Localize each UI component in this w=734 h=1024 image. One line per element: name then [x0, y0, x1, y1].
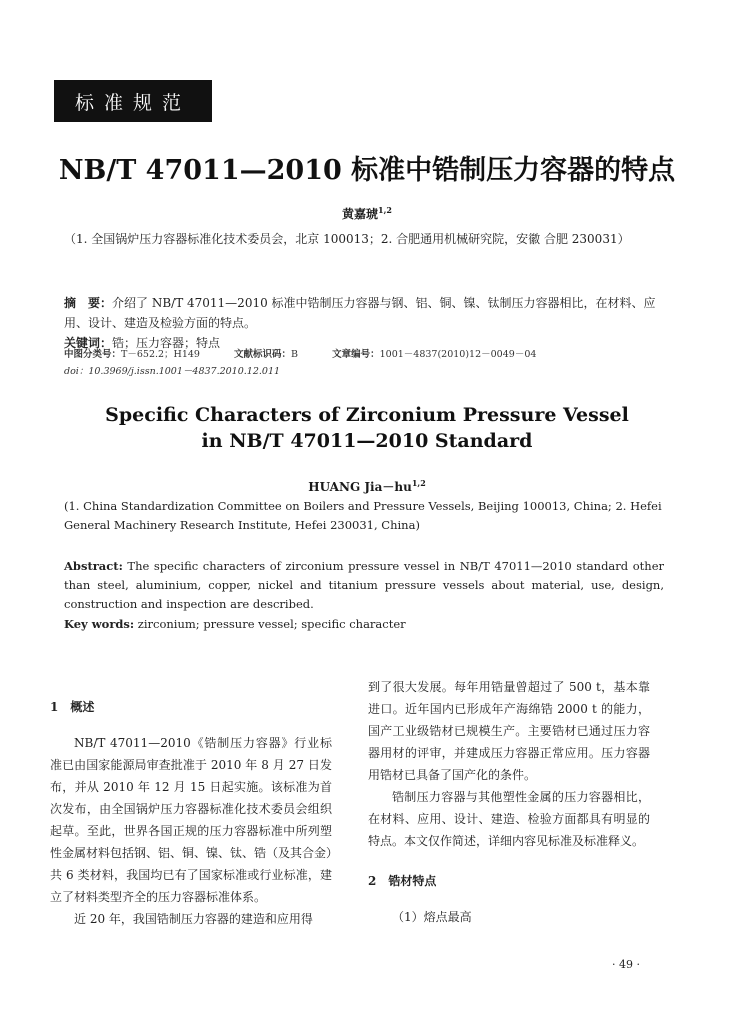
doc-code-value: B: [291, 349, 299, 360]
title-en-line2: in NB/T 47011—2010 Standard: [201, 430, 533, 452]
left-para-1: NB/T 47011—2010《锆制压力容器》行业标准已由国家能源局审查批准于 2010 年 8 月 27 日发布，并从 2010 年 12 月 15 日起实施。该标准为首次发布，由全国锅炉压力容器标准化技术委员会组织起草。至此，世界各国正规的压力容器标准中所列塑性金属材料包括钢、铝、铜、镍、钛、锆（及其合金）共 6 类材料，我国均已有了国家标准或行业标准，建立了材料类型齐全的压力容器标准体系。: [50, 736, 333, 904]
section-1-heading: 1 概述: [50, 700, 95, 714]
page-number: · 49 ·: [612, 958, 640, 971]
abstract-label-en: Abstract:: [64, 559, 123, 573]
author-affil-sup-cn: 1,2: [378, 205, 392, 215]
author-en: [0, 478, 734, 495]
abstract-text-cn: 介绍了 NB/T 47011—2010 标准中锆制压力容器与钢、铝、铜、镍、钛制压力容器相比，在材料、应用、设计、建造及检验方面的特点。: [64, 296, 656, 330]
left-column: [50, 696, 332, 930]
title-en-line1: Specific Characters of Zirconium Pressure Vessel: [105, 404, 629, 426]
clc-label: 中图分类号：: [64, 349, 122, 360]
abstract-en: [64, 557, 664, 614]
right-column: [368, 676, 650, 928]
paper-title-cn: NB/T 47011—2010 标准中锆制压力容器的特点: [58, 155, 676, 186]
keywords-en: [64, 617, 664, 631]
section-2-heading: 2 锆材特点: [368, 874, 437, 888]
affiliation-en: (1. China Standardization Committee on Boilers and Pressure Vessels, Beijing 100013, China; 2. Hefei General Machinery Research Institute, Hefei 230031, China): [64, 499, 662, 532]
keywords-text-cn: 锆；压力容器；特点: [112, 336, 221, 350]
abstract-label-cn: 摘 要：: [64, 296, 113, 310]
classification-line: [64, 347, 664, 363]
left-para-2: 近 20 年，我国锆制压力容器的建造和应用得: [74, 912, 313, 926]
paper-title-en: [0, 402, 734, 454]
keywords-text-en: zirconium; pressure vessel; specific character: [137, 617, 406, 631]
article-number-value: 1001－4837(2010)12－0049－04: [379, 349, 537, 360]
doi-line: doi：10.3969/j.issn.1001－4837.2010.12.011: [64, 366, 281, 377]
abstract-text-en: The specific characters of zirconium pressure vessel in NB/T 47011—2010 standard other than steel, aluminium, copper, nickel and titanium pressure vessels about material, use, design, construction and inspection are described.: [64, 559, 664, 611]
author-affil-sup-en: 1,2: [411, 478, 426, 488]
right-para-1: 到了很大发展。每年用锆量曾超过了 500 t，基本靠进口。近年国内已形成年产海绵锆 2000 t 的能力，国产工业级锆材已规模生产。主要锆材已通过压力容器用材的评审，并建成压力容器正常应用。压力容器用锆材已具备了国产化的条件。: [368, 680, 650, 782]
keywords-label-en: Key words:: [64, 617, 135, 631]
clc-value: T－652.2；H149: [121, 349, 200, 360]
doc-code-label: 文献标识码：: [234, 349, 292, 360]
author-name-en: HUANG Jia－hu: [308, 480, 412, 494]
keywords-label-cn: 关键词：: [64, 336, 113, 350]
author-cn: [0, 205, 734, 222]
affiliation-cn: （1. 全国锅炉压力容器标准化技术委员会，北京 100013；2. 合肥通用机械研究院，安徽 合肥 230031）: [64, 232, 630, 246]
author-name-cn: 黄嘉琥: [342, 207, 379, 221]
right-para-2: 锆制压力容器与其他塑性金属的压力容器相比，在材料、应用、设计、建造、检验方面都具有明显的特点。本文仅作简述，详细内容见标准及标准释义。: [368, 790, 650, 848]
subsection-1: （1）熔点最高: [392, 910, 472, 924]
abstract-cn: [64, 293, 664, 353]
article-number-label: 文章编号：: [332, 349, 380, 360]
section-banner: 标准规范: [54, 80, 212, 122]
